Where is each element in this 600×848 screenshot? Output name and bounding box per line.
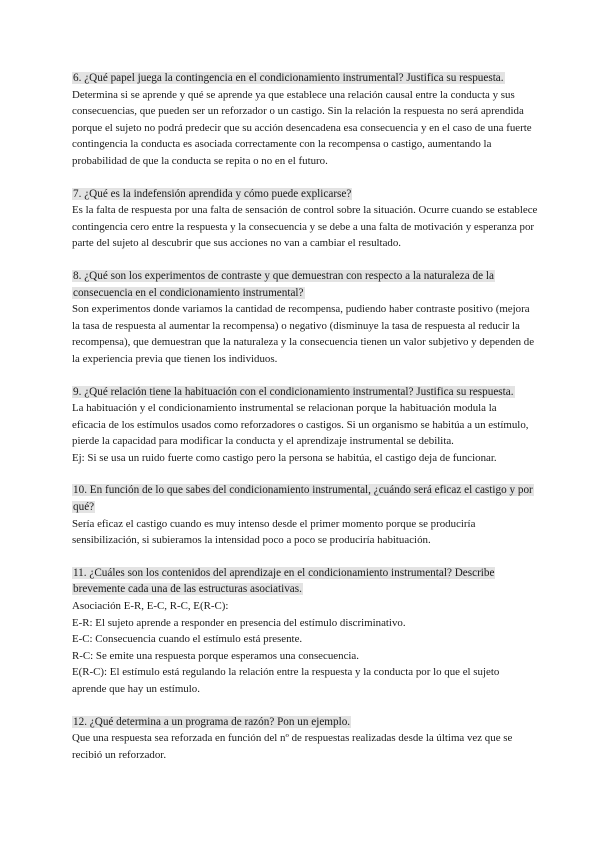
answer-line: porque el sujeto no podrá predecir que su acción desencadena esa consecuencia y en el caso de una fuerte — [72, 121, 532, 134]
answer-line: aprende que hay un estímulo. — [72, 683, 200, 695]
qa-block-9 — [72, 384, 540, 467]
answer-line: R-C: Se emite una respuesta porque esperamos una consecuencia. — [72, 649, 359, 662]
answer-line: recibió un reforzador. — [72, 748, 167, 761]
question-9: 9. ¿Qué relación tiene la habituación con el condicionamiento instrumental? Justifica su respuesta. — [73, 385, 514, 398]
answer-line: recompensa), que demuestran que la naturaleza y la consecuencia tienen un valor subjetivo y dependen de — [72, 336, 535, 349]
answer-line: Determina si se aprende y qué se aprende ya que establece una relación causal entre la conducta y sus — [72, 88, 515, 101]
qa-block-11 — [72, 565, 540, 698]
answer-line: Es la falta de respuesta por una falta de sensación de control sobre la situación. Ocurre cuando se establece — [72, 204, 538, 217]
qa-block-7 — [72, 186, 540, 252]
question-8: 8. ¿Qué son los experimentos de contraste y que demuestran con respecto a la naturaleza de la consecuencia en el condicionamiento instrumental? — [73, 269, 494, 299]
answer-line: consecuencias, que pueden ser un reforzador o un castigo. Sin la relación la respuesta no será aprendida — [72, 105, 524, 118]
question-7: 7. ¿Qué es la indefensión aprendida y cómo puede explicarse? — [73, 187, 352, 200]
answer-7 — [72, 202, 540, 252]
answer-line: Ej: Si se usa un ruido fuerte como castigo pero la persona se habitúa, el castigo deja de funcionar. — [72, 451, 497, 464]
answer-line: La habituación y el condicionamiento instrumental se relacionan porque la habituación modula la — [72, 402, 497, 415]
answer-line: sensibilización, si subieramos la intensidad poco a poco se produciría habituación. — [72, 534, 431, 547]
answer-12 — [72, 730, 540, 763]
qa-block-8 — [72, 268, 540, 368]
question-10: 10. En función de lo que sabes del condicionamiento instrumental, ¿cuándo será eficaz el castigo y por qué? — [73, 484, 533, 514]
question-6: 6. ¿Qué papel juega la contingencia en el condicionamiento instrumental? Justifica su respuesta. — [73, 72, 504, 84]
answer-line: Son experimentos donde variamos la cantidad de recompensa, pudiendo haber contraste positivo (mejora — [72, 303, 530, 316]
answer-line: E-C: Consecuencia cuando el estímulo está presente. — [72, 633, 303, 646]
answer-9 — [72, 400, 540, 466]
answer-11 — [72, 598, 540, 698]
answer-line: E-R: El sujeto aprende a responder en presencia del estímulo discriminativo. — [72, 616, 406, 629]
answer-line: Que una respuesta sea reforzada en función del nº de respuestas realizadas desde la última vez que se — [72, 732, 513, 745]
qa-block-12 — [72, 714, 540, 764]
answer-10 — [72, 516, 540, 549]
question-12: 12. ¿Qué determina a un programa de razón? Pon un ejemplo. — [73, 715, 351, 728]
qa-block-6 — [72, 70, 540, 170]
answer-line: eficacia de los estímulos usados como reforzadores o castigos. Si un organismo se habitúa a un estímulo, — [72, 418, 529, 431]
answer-line: Sería eficaz el castigo cuando es muy intenso desde el primer momento porque se produciría — [72, 517, 476, 530]
answer-line: probabilidad de que la conducta se repita o no en el futuro. — [72, 154, 328, 167]
question-11: 11. ¿Cuáles son los contenidos del aprendizaje en el condicionamiento instrumental? Describe brevemente cada una de las estructuras asociativas. — [73, 566, 495, 596]
answer-line: E(R-C): El estímulo está regulando la relación entre la respuesta y la conducta por lo que el sujeto — [72, 666, 500, 679]
answer-line: la tasa de respuesta al aumentar la recompensa) o negativo (disminuye la tasa de respuesta al reducir la — [72, 319, 520, 332]
answer-line: parte del sujeto al descubrir que sus acciones no van a cambiar el resultado. — [72, 237, 402, 250]
answer-line: la experiencia previa que tienen los individuos. — [72, 352, 278, 365]
answer-line: contingencia la conducta es asociada correctamente con la recompensa o castigo, aumentando la — [72, 138, 492, 151]
answer-line: Asociación E-R, E-C, R-C, E(R-C): — [72, 600, 229, 613]
answer-8 — [72, 301, 540, 367]
answer-line: contingencia cero entre la respuesta y la consecuencia y se debe a una falta de motivación y esperanza por — [72, 220, 535, 233]
answer-6 — [72, 87, 540, 170]
qa-block-10 — [72, 482, 540, 548]
answer-line: pierde la capacidad para modificar la conducta y el aprendizaje instrumental se debilita. — [72, 435, 454, 448]
